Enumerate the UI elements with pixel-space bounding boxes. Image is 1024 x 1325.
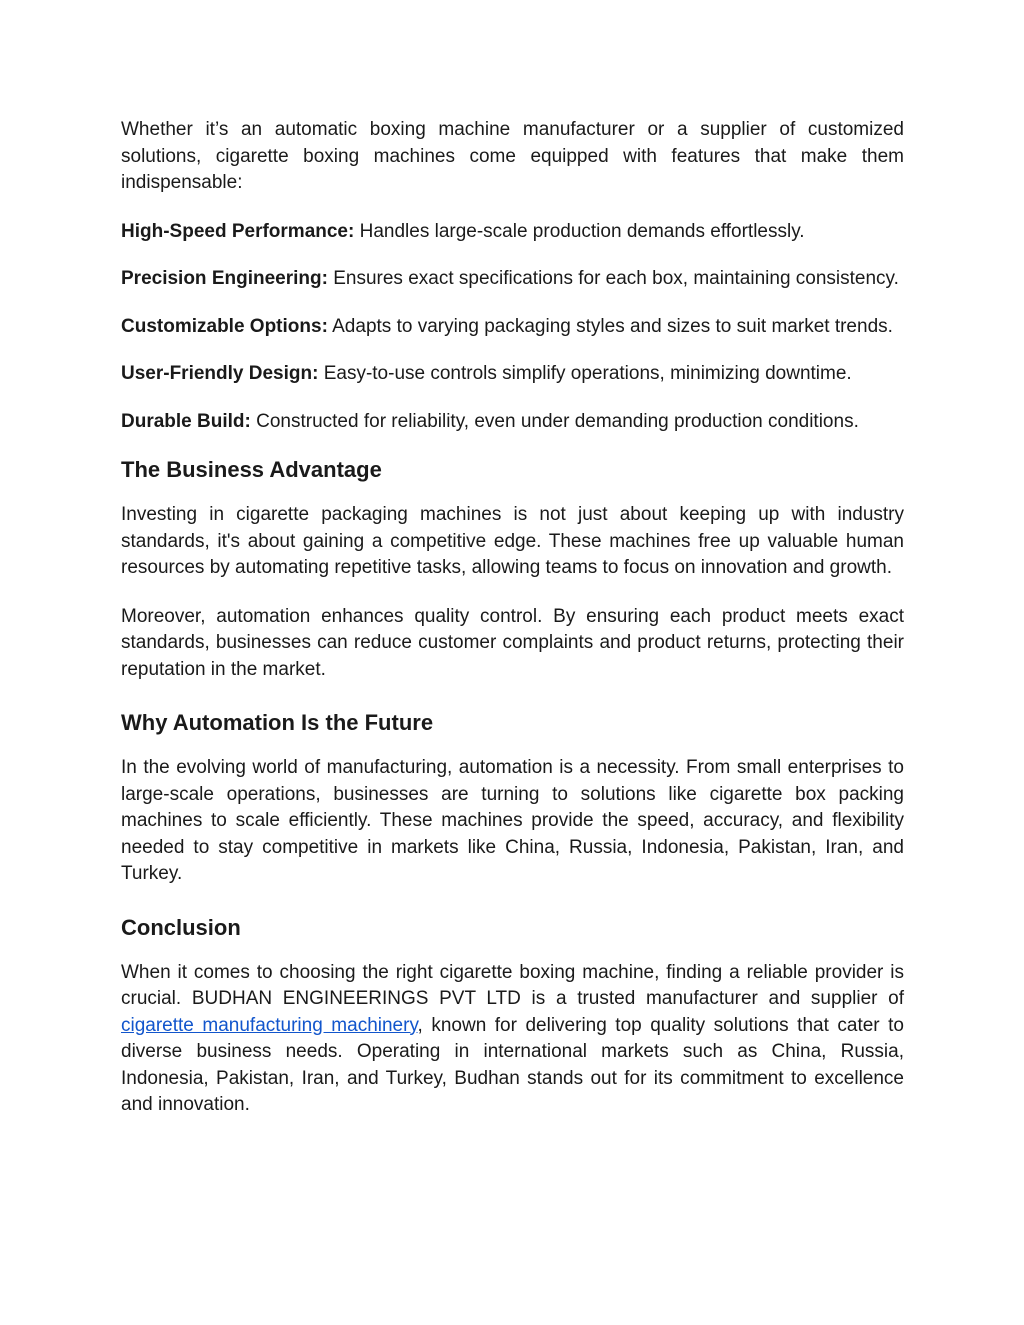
feature-title: High-Speed Performance:: [121, 220, 355, 242]
section-heading-business: The Business Advantage: [121, 457, 382, 482]
conclusion-paragraph: [121, 960, 904, 1119]
feature-text: Adapts to varying packaging styles and sizes to suit market trends.: [327, 315, 893, 337]
document-page: [121, 117, 904, 1119]
feature-text: Easy-to-use controls simplify operations, minimizing downtime.: [318, 363, 852, 384]
feature-text: Handles large-scale production demands effortlessly.: [354, 220, 805, 242]
conclusion-text-before-link: When it comes to choosing the right cigarette boxing machine, finding a reliable provider is crucial. BUDHAN ENGINEERINGS PVT LTD is a trusted manufacturer and supplier of: [121, 961, 904, 1009]
section-heading-conclusion: Conclusion: [121, 914, 241, 940]
feature-title: Durable Build:: [121, 410, 251, 432]
intro-paragraph: Whether it’s an automatic boxing machine manufacturer or a supplier of customized solutions, cigarette boxing machines come equipped with features that make them indispensable:: [121, 119, 904, 193]
feature-title: Customizable Options:: [121, 315, 328, 337]
feature-item-customizable: [121, 314, 904, 341]
feature-text: Constructed for reliability, even under demanding production conditions.: [250, 410, 859, 432]
feature-title: Precision Engineering:: [121, 268, 328, 289]
feature-text: Ensures exact specifications for each box, maintaining consistency.: [327, 268, 899, 289]
business-paragraph-1: Investing in cigarette packaging machines is not just about keeping up with industry standards, it's about gaining a competitive edge. These machines free up valuable human resources by automating repetitive tasks, allowing teams to focus on innovation and growth.: [121, 504, 904, 578]
machinery-link[interactable]: cigarette manufacturing machinery: [121, 1014, 418, 1036]
feature-title: User-Friendly Design:: [121, 363, 319, 384]
feature-item-durable: [121, 409, 904, 436]
feature-item-high-speed: [121, 219, 904, 246]
section-heading-future: Why Automation Is the Future: [121, 710, 434, 735]
business-paragraph-2: Moreover, automation enhances quality control. By ensuring each product meets exact standards, businesses can reduce customer complaints and product returns, protecting their reputation in the market.: [121, 605, 904, 680]
conclusion-text-after-link: , known for delivering top quality solutions that cater to diverse business needs. Operating in international markets such as China, Russia, Indonesia, Pakistan, Iran, and Turkey, Budhan stands out for its commitment to excellence and innovation.: [121, 1014, 904, 1115]
future-paragraph: In the evolving world of manufacturing, automation is a necessity. From small enterprises to large-scale operations, businesses are turning to solutions like cigarette box packing machines to scale efficiently. These machines provide the speed, accuracy, and flexibility needed to stay competitive in markets like China, Russia, Indonesia, Pakistan, Iran, and Turkey.: [121, 757, 904, 884]
feature-item-user-friendly: [121, 361, 904, 388]
feature-item-precision: [121, 266, 904, 293]
